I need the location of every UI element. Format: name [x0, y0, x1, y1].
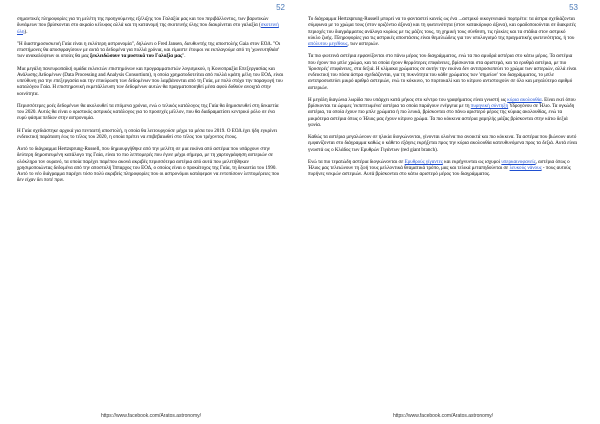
- left-page: [17, 0, 297, 424]
- left-page-content: [17, 16, 285, 190]
- text-run: και εκρήγνυνται ως ισχυροί: [442, 158, 502, 165]
- text-run: - πους αυτούς πυρήνες νεκρών αστεριών. Αυτά βρίσκονται στο κάτω αριστερό μέρος του διαγράμματος.: [308, 165, 571, 178]
- link-white-dwarfs[interactable]: λευκούς νάνους: [509, 165, 542, 171]
- bold-phrase: ξεκλειδώσουν τα μυστικά του Γαλαξία μας: [90, 53, 183, 60]
- text-run: ).: [24, 28, 28, 35]
- text-run: Η μεγάλη διαγώνια λωρίδα που υπάρχει κατά μήκος στο κέντρο του γραφήματος είναι γνωστή ως: [308, 96, 508, 103]
- text-run: Αυτό το διάγραμμα Hertzsprung-Russell, που δημιουργήθηκε από την μελέτη σε μια εικόνα από αστέρια που υπάρχουν στην δεύτερη δημοσιευμένη κατάλογο της Γαία, είναι το πιο λεπτομερές που έγινε μέχρι σήμερα, με τη χαρτογράφηση αστεριών σε ολόκληρο τον ουρανό, τα οποία παρέχει παρέπου ακονά ακριβές περισσότερα αστέρια από αυτά που μελετήθηκαν χρησιμοποιώντας δεδομένα από την αποστολή Ίππαρχος του ΕΟΔ, ο οποίος είναι ο προκάτοχος της Γαία, τη δεκαετία του 1990. Αυτό το νέο διάγραμμα παρέχει τόσο πολύ ακριβείς πληροφορίες που οι αστρονόμοι κατάφεραν να εντοπίσουν λεπτομέρειες που δεν είχαν δει ποτέ πριν.: [17, 146, 280, 184]
- paragraph-left-3: [17, 103, 285, 122]
- page-number-left: 52: [276, 3, 285, 12]
- paragraph-right-3: [308, 134, 578, 153]
- paragraph-right-0: [308, 16, 578, 47]
- text-run: σημαντικές πληροφορίες για τη μελέτη της προηγούμενης εξέλιξης του Γαλαξία μας και του περιβάλλοντος, των βαρυτικών δυνάμεων που βρίσκονται στο ακραίο κέλυφος αλλά και τη κατανομή της σκοτεινής ύλης που διακρίνεται στο γαλαξία (: [17, 16, 269, 29]
- footer-url-left[interactable]: https://www.facebook.com/Aratos.astronomy/: [100, 413, 202, 419]
- text-run: , των αστεριών.: [347, 41, 380, 47]
- link-main-sequence[interactable]: κύρια ακολουθία: [507, 96, 542, 103]
- link-supernovae[interactable]: υπερκαινοφανείς: [501, 158, 536, 165]
- text-run: . Είναι εκεί όπου βρίσκονται τα ώριμες 'εκπεπτωμένα' αστέρια τα οποία παράγουν ενέργεια με τη: [308, 96, 576, 109]
- link-absolute-magnitude[interactable]: απόλυτου μεγέθους: [308, 41, 348, 47]
- text-run: Περισσότερες ροές δεδομένων θα ακολουθεί τα επόμενα χρόνια, ενώ ο τελικός κατάλογος της Γαία θα δημοσιευθεί στη δεκαετία του 2020. Αυτός θα είναι ο οριστικός αστρικός κατάλογος για το προσεχές μέλλον, που θα διαδραματίσει κεντρικό ρόλο σε ένα ευρύ φάσμα πεδίων στην αστρονομία.: [17, 102, 279, 122]
- text-run: ".: [182, 53, 186, 60]
- text-run: Καθώς τα αστέρια μεγαλώνουν σε ηλικία διογκώνονται, γίνονται ολοένα πιο ανοικτά και πιο κόκκινα. Τα αστέρια που βιώνουν αυτό εμφανίζονται στο διάγραμμα καθώς ο κάθετο εξάγεις εκρήξεται προς την κύρια ακολουθία κατευθυνόμενα προς τα δεξιά. Αυτά είναι γνωστά ως ο Κλάδος των Ερυθρών Γιγάντων (red giant branch).: [308, 134, 578, 153]
- paragraph-right-2: [308, 97, 578, 128]
- right-page-content: [308, 16, 578, 184]
- page-number-right: 53: [569, 3, 578, 12]
- text-run: Το διάγραμμα Hertzsprung-Russell μπορεί να το φανταστεί κανείς ως ένα ...αστρικό οικογενειακό πορτρέτο: τα άστρα σχεδιάζονται σύμφωνα με το χρώμα τους (στον οριζόντιο άξονα) και τη φωτεινότητα (στον κατακόρυφο άξονα), και ομαδοποιούνται σε διακριτές περιοχές του διαγράμματος ανάλογα κυρίως με τις μάζες τους, τη χημική τους σύνθεση, τις ηλικίες και τα στάδια στον αστρικό κύκλο ζωής. Πληροφορίες για τις αστρικές αποστάσεις είναι θεμελιώδεις για τον υπολογισμό της πραγματικής φωτεινότητας, ή του: [308, 16, 576, 41]
- paragraph-right-1: [308, 53, 578, 91]
- paragraph-left-1: [17, 41, 285, 60]
- text-run: Υδρογόνου σε Ήλιο. Τα ογκώδη αστέρια, τα οποία έχουν πιο μπλε χρώματα ή πιο λευκά, βρίσκονται στο πάνω αριστερό μέρος της κύριας ακολουθίας, ενώ τα μικρότερα αστέρια όπως ο Ήλιος μας έχουν κίτρινο χρώμα. Τα πιο κόκκινα αστέρια χαμηλής μάζας βρίσκονται στην κάτω δεξιά γωνία.: [308, 103, 575, 128]
- paragraph-left-2: [17, 66, 285, 97]
- text-run: Μια μεγάλη πανευρωπαϊκή ομάδα εκλεκτών επιστημόνων και προγραμματιστών λογισμικού, η Κοινοπραξία Επεξεργασίας και Ανάλυσης Δεδομένων (Data Processing and Analysis Consortium), η οποία χρηματοδοτείται από πολλά κράτη μέλη του ΕΟΔ, είναι υπεύθυνη για την επεξεργασία και την επικύρωση των δεδομένων που λαμβάνονται από τη Γαία, με πολύ στόχο την παραγωγή του καταλόγου Γαία. Η επιστημονική εκμετάλλευση των δεδομένων αυτών θα πραγματοποιηθεί μέσα αφού δοθούν ανοιχτά στην κοινότητα.: [17, 65, 284, 97]
- text-run: Ενώ τα πιο τερατώδη αστέρια διογκώνονται σε: [308, 158, 405, 165]
- paragraph-left-5: [17, 146, 285, 184]
- text-run: Η Γαία σχεδιάστηκε αρχικά για πενταετή αποστολή, η οποία θα λειτουργούσε μέχρι τα μέσα του 2019. Ο ΕΟΔ έχει ήδη εγκρίνει ενδεικτική παράταση έως το τέλος του 2020, η οποία πρέπει να επιβεβαιωθεί στο τέλος του τρέχοντος έτους.: [17, 127, 278, 140]
- paragraph-right-4: [308, 159, 578, 178]
- right-page: [308, 0, 588, 424]
- text-run: , αστέρια όπως ο Ήλιος μας τελειώνουν τη ζωή τους μελλοντικά θεαματικά τρόπο, μας και τελικά μεταπηδούνται σε: [308, 158, 570, 171]
- paragraph-left-4: [17, 128, 285, 141]
- link-dark-matter[interactable]: σκοτεινή ύλη: [17, 22, 279, 35]
- quote-text: "Η διαστημοσυσκευή Γαία είναι η εκλύτερη αστρονομία", δηλώνει ο Fred Jansen, διευθυντής της αποστολής Gaia στον ΕΟΔ. "Οι επιστήμονες θα αποσφραγίσουν με αυτά τα δεδομένα για πολλά χρόνια, και είμαστε έτοιμοι να εκπλαγούμε από τη 'χωνευτηθιάσ' των ανακαλύψεων οι οποίες θα μας: [17, 40, 281, 60]
- text-run: Τα πιο φωτεινά αστέρια εμφανίζονται στο πάνω μέρος του διαγράμματος, ενώ τα πιο αμυδρά αστέρια στο κάτω μέρος. Τα αστέρια που έχουν πιο μπλε χρώμα, και τα οποία έχουν θερμότερες επιφάνειες, βρίσκονται στα αριστερά, και τα ερυθρά αστέρια, με πιο 'δροσερές' επιφάνειες, στα δεξιά. Η κλίμακα χρώματος σε αυτήν την εικόνα δεν αντιπροσωπεύει το χρώμα των αστεριών, αλλά είναι ενδεικτική του πόσα άστρα σχεδιάζονται, για τη πυκνότητα του κάθε χρώματος των 'σημείων' του διαγράμματος, το μπλε αντιπροσωπεύει μικρό αριθμό αστεριών, ενώ το κόκκινο, το πορτοκαλί και το κίτρινο αντιστοιχούν σε όλο και μεγαλύτερο αριθμό αστεριών.: [308, 53, 577, 91]
- link-red-giants[interactable]: Ερυθρούς γίγαντες: [404, 158, 443, 165]
- footer-url-right[interactable]: https://www.facebook.com/Aratos.astronomy/: [392, 413, 494, 419]
- paragraph-left-0: [17, 16, 285, 35]
- link-nuclear-fusion[interactable]: πυρηνική σύντηξη: [470, 103, 509, 109]
